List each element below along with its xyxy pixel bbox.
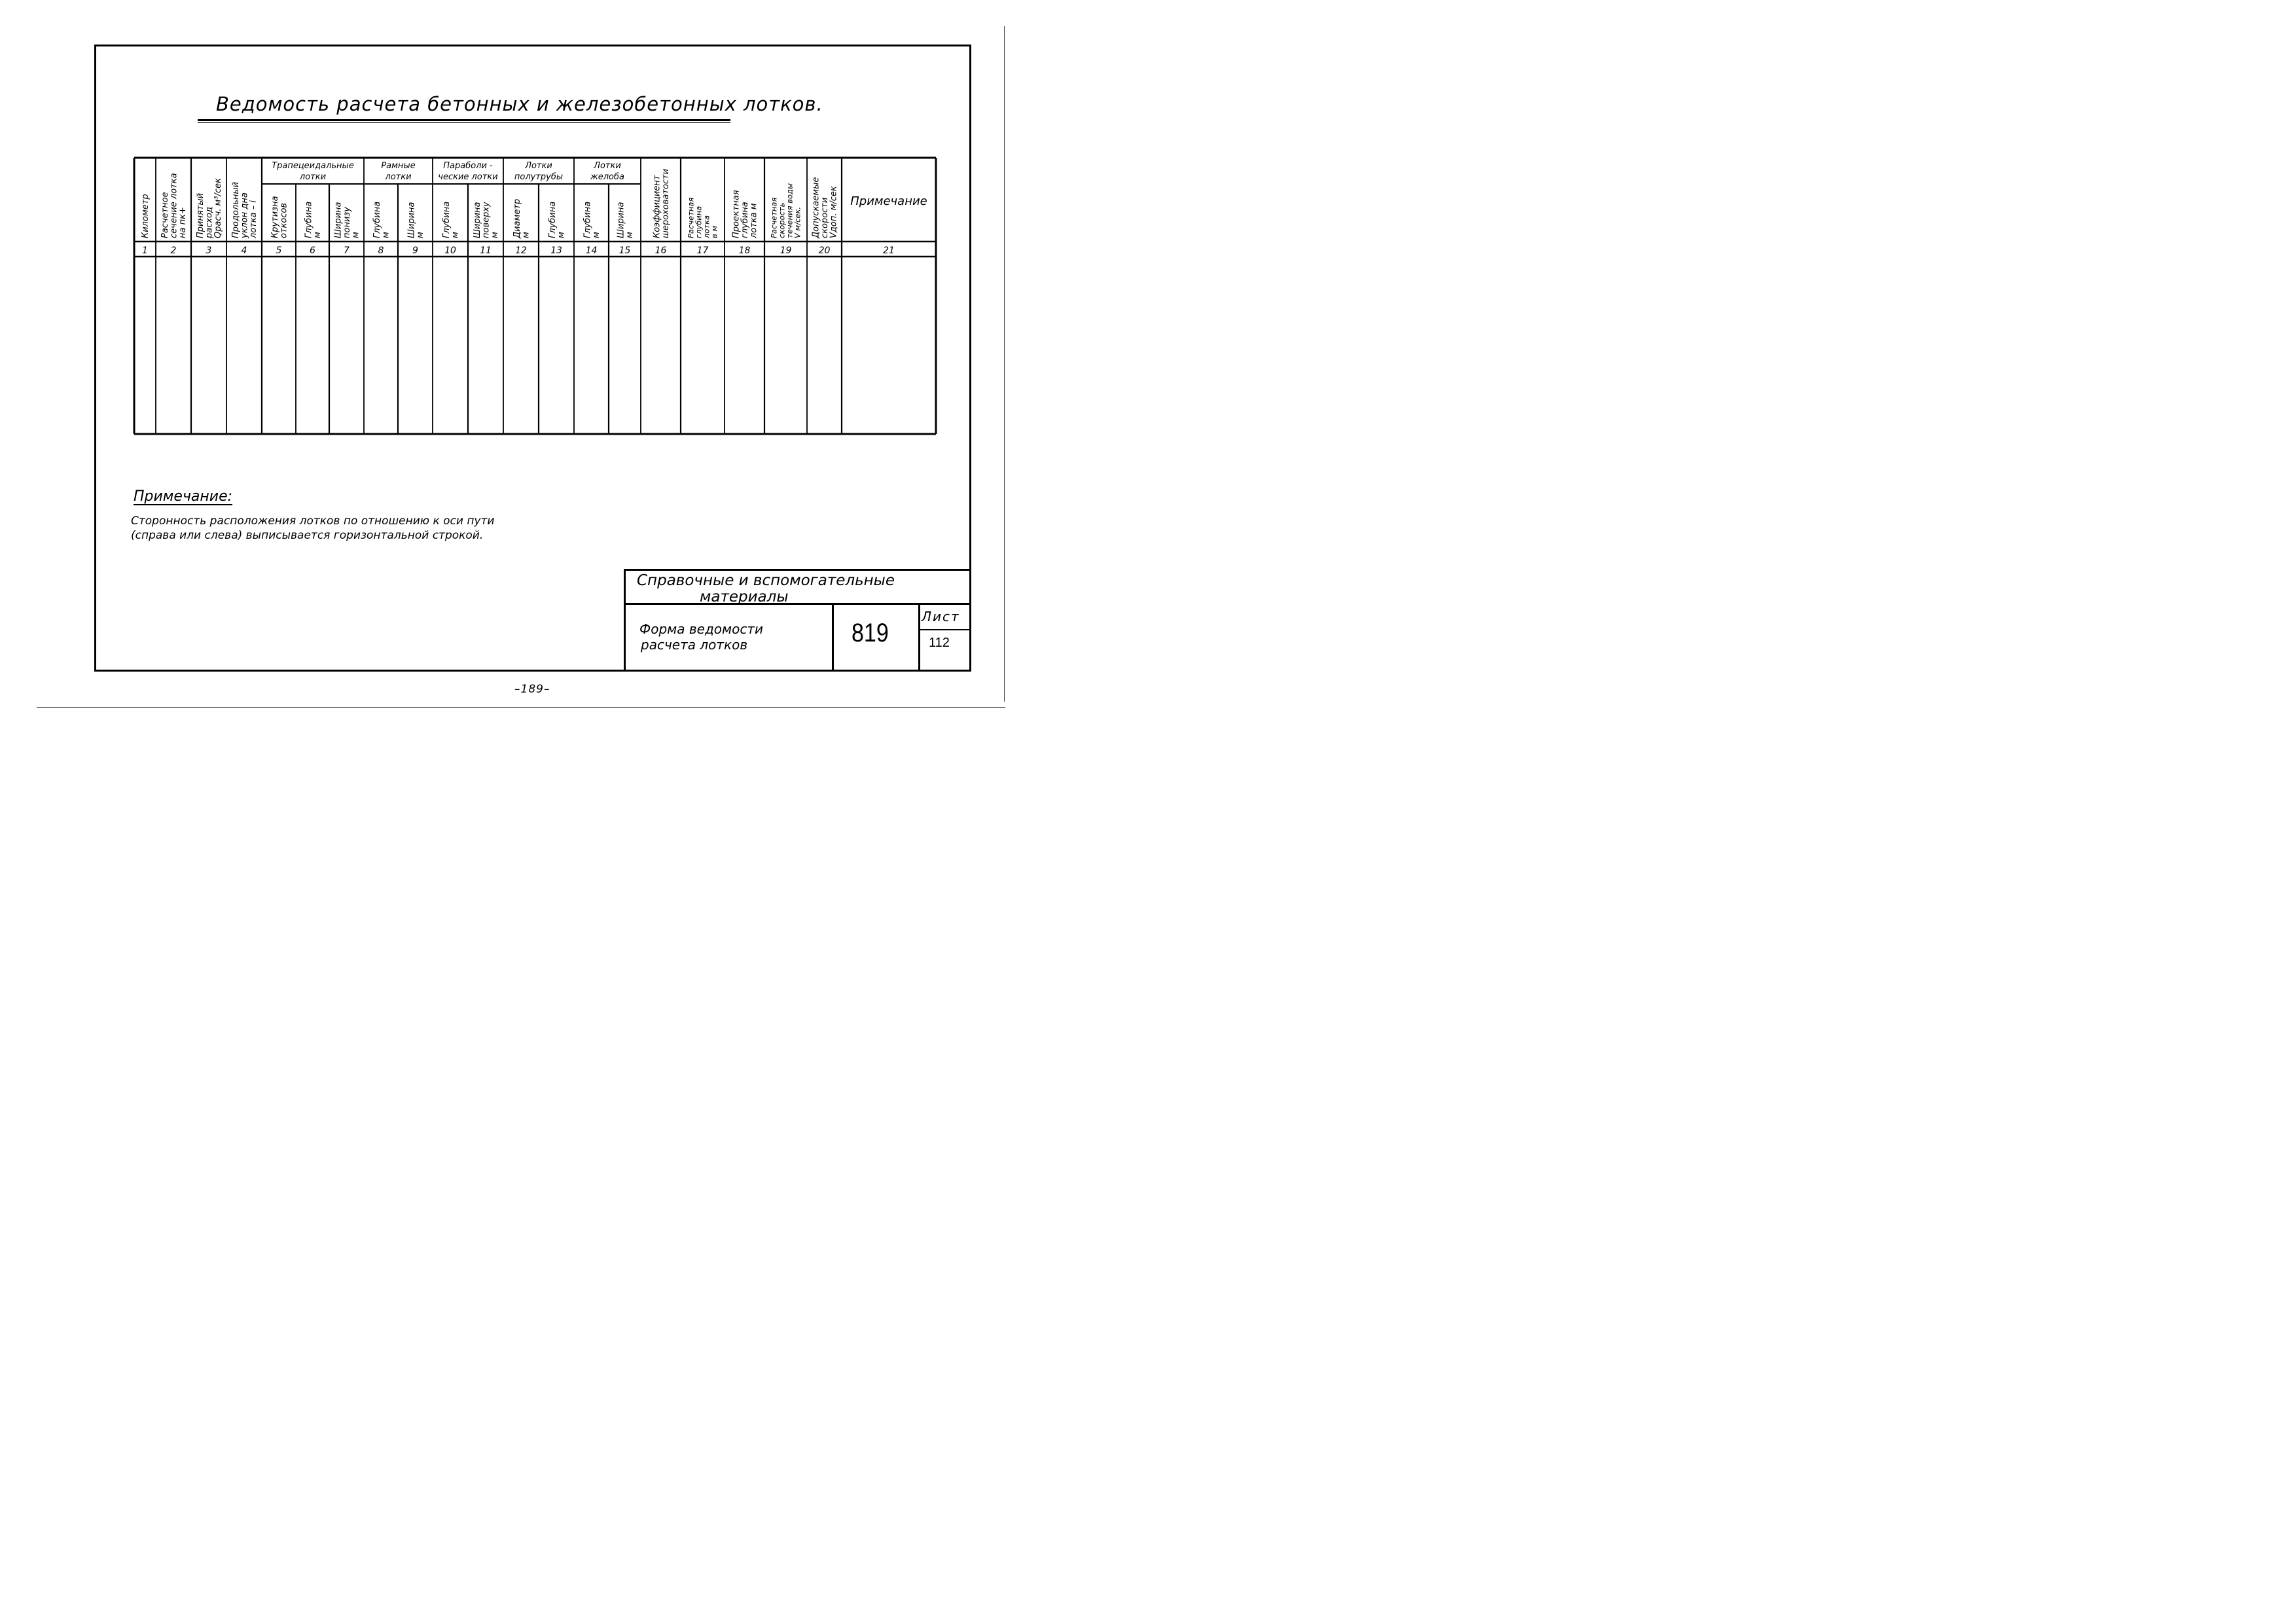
column-header-19: Расчетная — [769, 197, 779, 238]
column-header-2-line2: сечение лотка — [169, 173, 179, 238]
group-label-5-line2: желоба — [590, 172, 624, 182]
column-header-16-line2: шероховатости — [660, 168, 671, 238]
column-header-17-line2: глубина — [694, 206, 704, 238]
column-number-13: 13 — [550, 245, 562, 256]
column-header-17-line4: в м — [709, 225, 719, 238]
column-header-19-line4: V м/сек. — [793, 206, 802, 238]
column-number-15: 15 — [619, 245, 631, 256]
column-header-6-line2: м — [312, 232, 323, 238]
group-label-1: Трапецеидальные — [272, 161, 354, 171]
column-header-8: Глубина — [372, 201, 382, 238]
column-number-4: 4 — [241, 245, 247, 256]
column-number-8: 8 — [378, 245, 384, 256]
column-header-2: Расчетное — [160, 192, 171, 238]
title-block — [624, 569, 971, 672]
group-label-3-line2: ческие лотки — [438, 172, 498, 182]
column-header-7-line2: понизу — [342, 206, 353, 238]
sheet-label: Лист — [922, 609, 960, 624]
column-number-9: 9 — [412, 245, 418, 256]
group-label-3: Параболи - — [443, 161, 493, 171]
note-line-1: Сторонность расположения лотков по отношению к оси пути — [131, 514, 495, 528]
column-number-3: 3 — [206, 245, 212, 256]
column-header-19-line3: течения воды — [785, 183, 795, 238]
column-header-10: Глубина — [441, 201, 452, 238]
column-header-11-line3: м — [490, 232, 501, 238]
column-header-6: Глубина — [304, 201, 314, 238]
column-header-14-line2: м — [591, 232, 601, 238]
column-header-2-line3: на пк+ — [178, 207, 188, 238]
column-number-17: 17 — [696, 245, 709, 256]
column-header-18-line3: лотка м — [749, 203, 759, 238]
group-label-1-line2: лотки — [299, 172, 327, 182]
group-label-2-line2: лотки — [385, 172, 412, 182]
column-header-4-line2: уклон дна — [240, 192, 250, 238]
title-block-form-name — [639, 621, 763, 653]
page-number: –189– — [514, 683, 550, 696]
column-number-5: 5 — [276, 245, 282, 256]
column-header-13: Глубина — [547, 201, 558, 238]
column-header-16: Коэффициент — [652, 175, 662, 238]
column-number-11: 11 — [480, 245, 492, 256]
column-header-4: Продольный — [231, 181, 242, 238]
column-header-20-line2: скорости — [820, 197, 831, 238]
reference-line-2: материалы — [700, 588, 789, 605]
column-header-9-line2: м — [415, 232, 425, 238]
column-header-7-line3: м — [351, 232, 361, 238]
column-header-5-line2: откосов — [279, 202, 289, 238]
drawing-code: 819 — [852, 619, 889, 647]
document-title: Ведомость расчета бетонных и железобетонных лотков. — [216, 93, 823, 115]
column-header-11: Ширина — [473, 202, 483, 238]
column-header-9: Ширина — [406, 202, 417, 238]
column-header-12: Диаметр — [512, 198, 522, 238]
column-number-7: 7 — [344, 245, 350, 256]
column-number-12: 12 — [515, 245, 527, 256]
note-line-2: (справа или слева) выписывается горизонтальной строкой. — [131, 529, 484, 542]
column-header-18-line2: глубина — [740, 202, 751, 238]
column-header-3: Принятый — [196, 192, 206, 238]
column-number-6: 6 — [310, 245, 315, 256]
column-header-15-line2: м — [624, 232, 635, 238]
column-number-14: 14 — [585, 245, 598, 256]
column-number-21: 21 — [883, 245, 895, 256]
column-number-2: 2 — [170, 245, 177, 256]
column-header-14: Глубина — [583, 201, 593, 238]
title-block-reference — [637, 573, 895, 605]
column-header-19-line2: скорость — [777, 202, 787, 238]
form-line-2: расчета лотков — [641, 637, 748, 653]
column-header-1: Километр — [141, 194, 151, 238]
column-header-13-line2: м — [556, 232, 567, 238]
column-header-18: Проектная — [731, 190, 742, 238]
column-header-7: Ширина — [333, 202, 344, 238]
column-number-20: 20 — [818, 245, 831, 256]
sheet-number: 112 — [929, 636, 950, 650]
column-header-12-line2: м — [521, 232, 531, 238]
form-line-1: Форма ведомости — [639, 621, 763, 637]
column-header-17: Расчетная — [686, 197, 696, 238]
column-header-17-line3: лотка — [702, 215, 711, 238]
column-header-21: Примечание — [850, 194, 927, 208]
column-header-3-line2: расход — [204, 206, 215, 238]
group-label-2: Рамные — [381, 161, 416, 171]
column-number-1: 1 — [142, 245, 148, 256]
column-number-19: 19 — [780, 245, 792, 256]
column-header-8-line2: м — [381, 232, 391, 238]
column-header-5: Крутизна — [270, 196, 280, 238]
column-header-11-line2: поверху — [481, 202, 492, 238]
column-header-10-line2: м — [450, 232, 461, 238]
column-number-18: 18 — [738, 245, 751, 256]
group-label-4: Лотки — [525, 161, 552, 171]
group-label-5: Лотки — [594, 161, 621, 171]
note-heading: Примечание: — [134, 488, 233, 505]
group-label-4-line2: полутрубы — [514, 172, 564, 182]
column-number-10: 10 — [444, 245, 456, 256]
column-header-20: Допускаемые — [811, 177, 821, 238]
column-header-3-line3: Qрасч. м³/сек — [213, 178, 224, 238]
column-header-4-line3: лотка – i — [249, 200, 259, 238]
reference-line-1: Справочные и вспомогательные — [637, 572, 895, 589]
column-header-15: Ширина — [616, 202, 626, 238]
column-header-20-line3: Vдоп. м/сек — [829, 186, 839, 238]
column-number-16: 16 — [655, 245, 667, 256]
